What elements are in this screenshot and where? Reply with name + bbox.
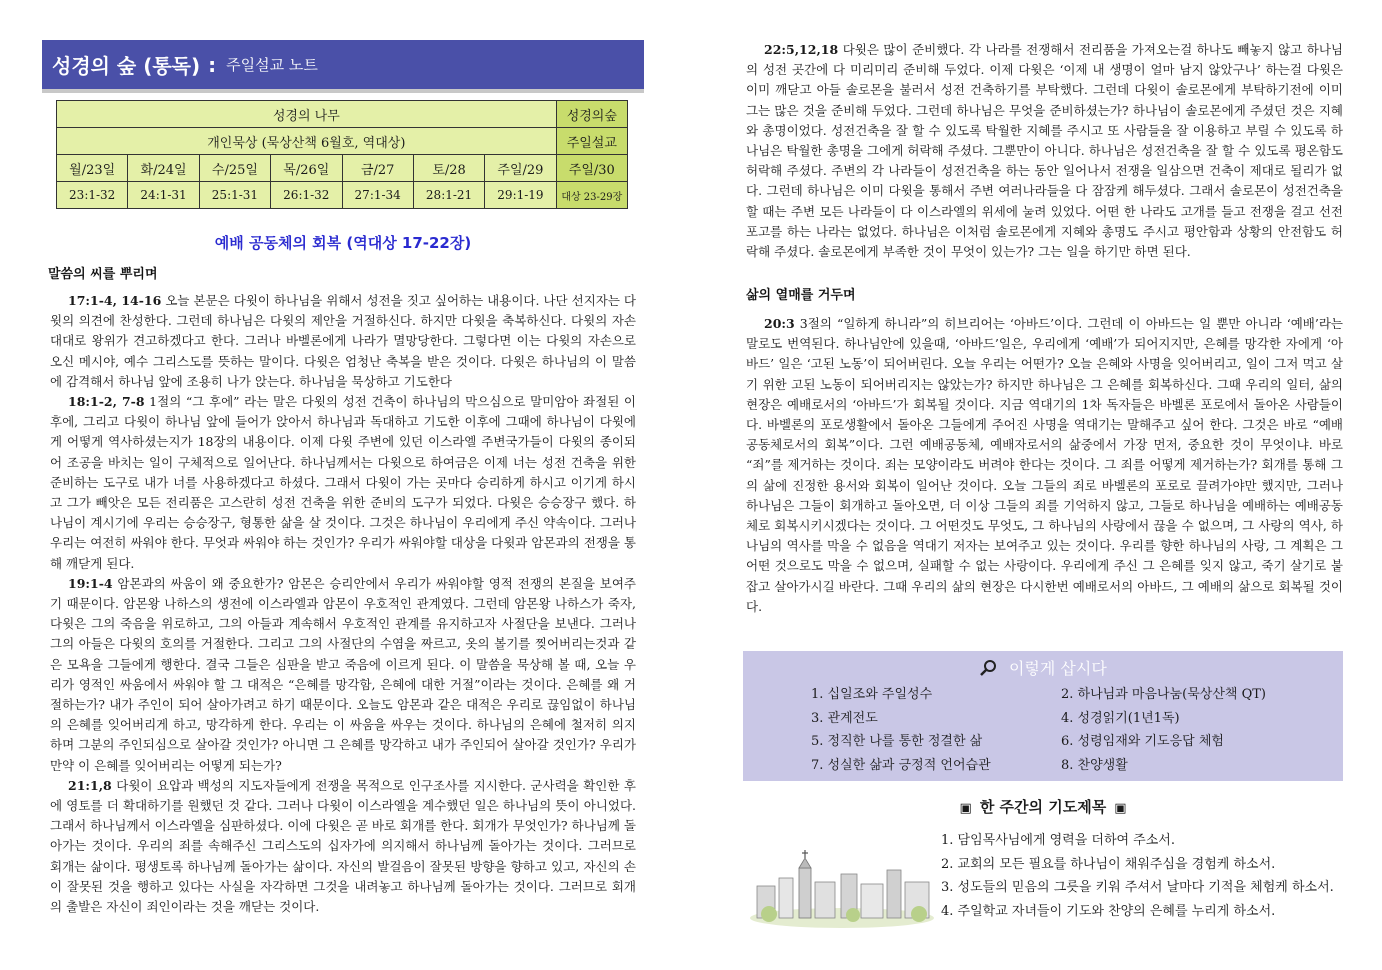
reading-cell: 27:1-34 bbox=[342, 182, 413, 209]
list-item: 5. 정직한 나를 통한 정결한 삶 bbox=[811, 734, 983, 749]
verse-ref: 21:1,8 bbox=[68, 777, 112, 793]
list-item: 3. 성도들의 믿음의 그릇을 키워 주셔서 날마다 기적을 체험케 하소서. bbox=[941, 880, 1334, 895]
sermon-paragraph bbox=[50, 574, 636, 776]
tree-label: 성경의 나무 bbox=[57, 101, 557, 128]
verse-ref: 18:1-2, 7-8 bbox=[68, 394, 145, 410]
sermon-paragraph bbox=[746, 314, 1343, 617]
reading-cell: 29:1-19 bbox=[485, 182, 556, 209]
live-box-list bbox=[743, 683, 1343, 777]
section-title-harvest: 삶의 열매를 거두며 bbox=[746, 288, 856, 303]
verse-ref: 19:1-4 bbox=[68, 575, 113, 591]
square-bullet-icon: ▣ bbox=[959, 801, 972, 816]
verse-ref: 17:1-4, 14-16 bbox=[68, 293, 162, 308]
list-item: 4. 주일학교 자녀들이 기도와 찬양의 은혜를 누리게 하소서. bbox=[941, 903, 1276, 919]
day-cell: 금/27 bbox=[342, 155, 413, 182]
list-item: 1. 담임목사님에게 영력을 더하여 주소서. bbox=[941, 833, 1175, 848]
day-cell: 토/28 bbox=[413, 155, 484, 182]
day-cell: 화/24일 bbox=[128, 155, 199, 182]
reading-cell: 26:1-32 bbox=[271, 182, 342, 209]
list-item: 2. 교회의 모든 필요를 하나님이 채워주심을 경험케 하소서. bbox=[941, 856, 1276, 872]
paragraph-text: 다윗이 요압과 백성의 지도자들에게 전쟁을 목적으로 인구조사를 지시한다. 군사력을 확인한 후에 영토를 더 확대하기를 원했던 것 같다. 그러나 다윗이 이스라엘을 계수했던 일은 하나님의 뜻이 아니었다. 그래서 하나님께서 이스라엘을 심판하셨다. 이에 다윗은 곧 바로 회개를 한다. 회개가 무엇인가? 하나님께 돌아가는 것이다. 우리의 죄를 속해주신 그리스도의 십자가에 의지해서 하나님께 돌아가는 것이다. 그러므로 회개는 삶이다. 평생토록 하나님께 돌아가는 삶이다. 자신의 발걸음이 잘못된 방향을 향하고 있고, 자신의 손이 잘못된 것을 행하고 있다는 사실을 자각하면 그것을 내려놓고 하나님께 돌아가는 것이다. 그러므로 회개의 출발은 자신이 죄인이라는 것을 깨닫는 것이다. bbox=[50, 777, 636, 915]
list-item: 4. 성경읽기(1년1독) bbox=[1061, 710, 1180, 726]
reading-cell: 25:1-31 bbox=[199, 182, 270, 209]
live-this-way-box bbox=[743, 651, 1343, 781]
paragraph-text: 1절의 “그 후에” 라는 말은 다윗의 성전 건축이 하나님의 막으심으로 말미암아 좌절된 이후에, 그리고 다윗이 하나님 앞에 들어가 앉아서 하나님과 독대하고 기도한 이후에 그때에 하나님이 다윗에게 어떻게 역사하셨는지가 18장의 내용이다. 이제 다윗 주변에 있던 이스라엘 주변국가들이 다윗의 종이되어 조공을 바치는 일이 구체적으로 일어난다. 하나님께서는 다윗으로 하여금은 이제 너는 성전 건축을 위한 준비하는 도구로 내가 너를 사용하겠다고 하셨다. 그래서 다윗이 가는 곳마다 승리하게 하시고 이기게 하시고 그가 빼앗은 모든 전리품은 고스란히 성전 건축을 위한 준비의 도구가 되었다. 다윗은 승승장구 했다. 하나님이 계시기에 우리는 승승장구, 형통한 삶을 살 것이다. 그것은 하나님이 우리에게 주신 약속이다. 그러나 우리는 여전히 싸워야 한다. 무엇과 싸워야 하는 것인가? 우리가 싸워야할 대상을 다윗과 암몬과의 전쟁을 통해 깨닫게 된다. bbox=[50, 394, 636, 571]
reading-cell: 24:1-31 bbox=[128, 182, 199, 209]
reading-schedule-table bbox=[56, 100, 628, 209]
paragraph-text: 암몬과의 싸움이 왜 중요한가? 암몬은 승리안에서 우리가 싸워야할 영적 전쟁의 본질을 보여주기 때문이다. 암몬왕 나하스의 생전에 이스라엘과 암몬이 우호적인 관계였다. 그런데 암몬왕 나하스가 죽자, 다윗은 그의 죽음을 위로하고, 그의 아들과 계속해서 우호적인 관계를 유지하고자 사절단을 보낸다. 그러나 그의 아들은 다윗의 호의를 거절한다. 그리고 그의 사절단의 수염을 짜르고, 옷의 볼기를 찢어버리는것과 같은 모욕을 그들에게 행한다. 결국 그들은 심판을 받고 죽음에 이르게 된다. 이 말씀을 묵상해 볼 때, 오늘 우리가 영적인 싸움에서 싸워야 할 그 대적은 “은혜를 망각함, 은혜에 대한 거절”이라는 것이다. 은혜를 왜 거절하는가? 내가 주인이 되어 살아가려고 하기 때문이다. 오늘도 암몬과 같은 대적은 우리로 끊임없이 하나님의 은혜를 잊어버리게 하고, 망각하게 한다. 우리는 이 싸움을 싸우는 것이다. 하나님의 은혜에 철저히 의지하며 그분의 주인되심으로 살아갈 것인가? 아니면 그 은혜를 망각하고 내가 주인되어 살아갈 것인가? 우리가 만약 이 은혜를 잊어버리는 어떻게 되는가? bbox=[50, 575, 636, 773]
devotion-label: 개인묵상 (묵상산책 6월호, 역대상) bbox=[57, 128, 557, 155]
day-cell: 수/25일 bbox=[199, 155, 270, 182]
square-bullet-icon: ▣ bbox=[1114, 801, 1127, 816]
sermon-paragraph bbox=[50, 291, 636, 392]
sermon-label: 주일설교 bbox=[556, 128, 627, 155]
header-subtitle: 주일설교 노트 bbox=[226, 56, 318, 74]
list-item: 3. 관계전도 bbox=[811, 710, 878, 726]
day-cell: 목/26일 bbox=[271, 155, 342, 182]
live-box-title-text: 이렇게 삽시다 bbox=[1008, 659, 1107, 678]
day-cell: 월/23일 bbox=[57, 155, 128, 182]
reading-cell: 28:1-21 bbox=[413, 182, 484, 209]
reading-cell: 23:1-32 bbox=[57, 182, 128, 209]
section-title-seed: 말씀의 씨를 뿌리며 bbox=[48, 267, 158, 282]
verse-ref: 22:5,12,18 bbox=[764, 42, 839, 57]
day-cell: 주일/29 bbox=[485, 155, 556, 182]
list-item: 6. 성령임재와 기도응답 체험 bbox=[1061, 734, 1224, 749]
prayer-title-text: 한 주간의 기도제목 bbox=[979, 798, 1107, 816]
list-item: 8. 찬양생활 bbox=[1061, 757, 1128, 773]
magnifier-icon bbox=[979, 658, 1003, 679]
sermon-body-right-top bbox=[746, 40, 1343, 262]
header-title: 성경의 숲 (통독) bbox=[52, 54, 201, 78]
day-cell: 주일/30 bbox=[556, 155, 627, 182]
header-colon: : bbox=[208, 52, 217, 77]
left-column bbox=[42, 40, 644, 915]
list-item: 1. 십일조와 주일성수 bbox=[811, 687, 933, 702]
list-item: 7. 성실한 삶과 긍정적 언어습관 bbox=[811, 757, 991, 773]
header-banner bbox=[42, 40, 644, 93]
paragraph-text: 다윗은 많이 준비했다. 각 나라를 전쟁해서 전리품을 가져오는걸 하나도 빼놓지 않고 하나님의 성전 곳간에 다 미리미리 준비해 두었다. 이제 다윗은 ‘이제 내 생명이 얼마 남지 않았구나’ 하는걸 다윗은 이미 깨닫고 아들 솔로몬을 불러서 성전 건축하기를 부탁했다. 그런데 다윗이 솔로몬에게 부탁하기전에 이미 그는 많은 것을 준비해 두었다. 그런데 하나님은 무엇을 준비하셨는가? 하나님이 솔로몬에게 주셨던 것은 지혜와 총명이었다. 성전건축을 잘 할 수 있도록 탁월한 지혜를 주시고 또 사람들을 잘 이용하고 부릴 수 있도록 하나님은 탁월한 총명을 그에게 허락해 주셨다. 그뿐만이 아니다. 하나님은 성전건축을 잘 할 수 있도록 평온함도 허락해 주셨다. 주변의 각 나라들이 성전건축을 하는 동안 일어나서 전쟁을 일삼으면 건축이 제대로 될리가 없다. 그런데 하나님은 이미 다윗을 통해서 주변 여러나라들을 다 잠잠케 해두셨다. 그래서 솔로몬이 성전건축을 할 때는 주변 모든 나라들이 다 이스라엘의 위세에 눌려 있었다. 어떤 한 나라도 고개를 들고 전쟁을 걸고 선전포고를 하는 나라는 없었다. 하나님은 이처럼 솔로몬에게 지혜와 총명도 주시고 평안함과 상황의 안전함도 허락해 주셨다. 솔로몬에게 부족한 것이 무엇이 있는가? 그는 일을 하기만 하면 된다. bbox=[746, 42, 1343, 260]
sermon-body-right-mid bbox=[746, 314, 1343, 617]
reading-cell: 대상 23-29장 bbox=[556, 182, 627, 209]
verse-ref: 20:3 bbox=[764, 316, 795, 331]
paragraph-text: 오늘 본문은 다윗이 하나님을 위해서 성전을 짓고 싶어하는 내용이다. 나단 선지자는 다윗의 의견에 찬성한다. 그런데 하나님은 다윗의 제안을 거절하신다. 하지만 다윗을 축복하신다. 다윗의 자손대대로 왕위가 견고하겠다고 한다. 그러나 바벨론에게 나라가 멸망당한다. 그렇다면 이는 다윗의 자손으로 오신 메시야, 예수 그리스도를 뜻하는 말이다. 다윗은 엄청난 축복을 받은 것이다. 다윗은 하나님의 이 말씀에 감격해서 하나님 앞에 조용히 나가 앉는다. 하나님을 묵상하고 기도한다 bbox=[50, 293, 636, 389]
sermon-title: 예배 공동체의 회복 (역대상 17-22장) bbox=[214, 234, 472, 252]
sermon-paragraph bbox=[50, 776, 636, 917]
list-item: 2. 하나님과 마음나눔(묵상산책 QT) bbox=[1061, 687, 1266, 702]
paragraph-text: 3절의 “일하게 하니라”의 히브리어는 ‘아바드’이다. 그런데 이 아바드는 일 뿐만 아니라 ‘예배’라는 말로도 번역된다. 하나님안에 있을때, ‘아바드’일은, 우리에게 ‘예배’가 되어지지만, 은혜를 망각한 자에게 ‘아바드’ 일은 ‘고된 노동’이 되어버린다. 오늘 우리는 어떤가? 오늘 은혜와 사명을 잊어버리고, 일이 그저 먹고 살기 위한 고된 노동이 되어버리지는 않았는가? 하지만 하나님은 그 은혜를 회복하신다. 그때 우리의 일터, 삶의 현장은 예배로서의 ‘아바드’가 회복될 것이다. 지금 역대기의 1차 독자들은 바벨론 포로에서 돌아온 사람들이다. 바벨론의 포로생활에서 돌아온 그들에게 주어진 사명을 역대기는 말해주고 싶어 한다. 그것은 바로 “예배 공동체로서의 회복”이다. 그런 예배공동체, 예배자로서의 삶중에서 가장 먼저, 중요한 것이 무엇이냐. 바로 “죄”를 제거하는 것이다. 죄는 모양이라도 버려야 한다는 것이다. 그 죄를 어떻게 제거하는가? 회개를 통해 그의 삶에 진정한 용서와 회복이 일어난 것이다. 오늘 그들의 죄로 바벨론의 포로로 끌려가야만 했지만, 그러나 하나님은 그들이 회개하고 돌아오면, 더 이상 그들의 죄를 기억하지 않고, 그들로 하나님을 예배하는 예배공동체로 회복시키시겠다는 것이다. 그 어떤것도 무엇도, 그 하나님의 사랑에서 끊을 수 없으며, 그 사랑의 역사, 하나님의 역사를 막을 수 없음을 역대기 저자는 보여주고 있는 것이다. 우리를 향한 하나님의 사랑, 그 계획은 그 어떤 것으로도 막을 수 없으며, 실패할 수 없는 사랑이다. 우리에게 주신 그 은혜를 잊지 않고, 죽기 살기로 붙잡고 살아가시길 바란다. 그때 우리의 삶의 현장은 다시한번 예배로서의 아바드, 그 예배의 삶으로 회복될 것이다. bbox=[746, 316, 1343, 614]
prayer-title bbox=[743, 796, 1343, 817]
live-box-title bbox=[743, 651, 1343, 683]
sermon-body-left bbox=[50, 291, 636, 917]
sermon-paragraph bbox=[746, 40, 1343, 262]
church-town-illustration bbox=[749, 848, 935, 928]
forest-label: 성경의숲 bbox=[556, 101, 627, 128]
prayer-list bbox=[941, 829, 1334, 923]
sermon-paragraph bbox=[50, 392, 636, 574]
